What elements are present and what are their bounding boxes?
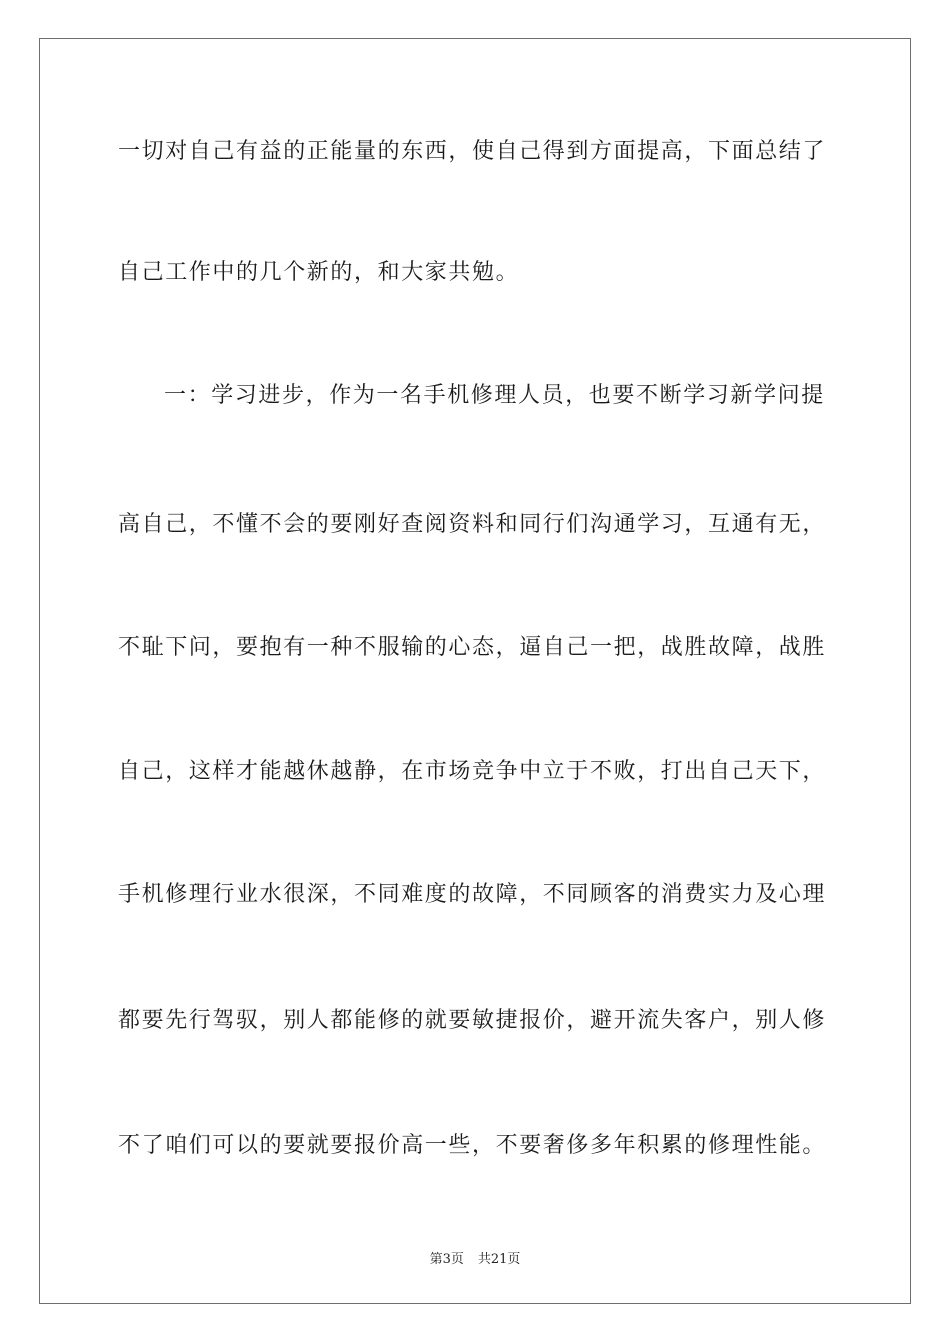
page-number: 第3页 <box>429 1252 464 1267</box>
paragraph-line-2: 自己工作中的几个新的，和大家共勉。 <box>118 260 520 285</box>
paragraph-line-9: 不了咱们可以的要就要报价高一些，不要奢侈多年积累的修理性能。 <box>118 1133 827 1158</box>
page-total: 共21页 <box>477 1252 521 1267</box>
paragraph-line-1: 一切对自己有益的正能量的东西，使自己得到方面提高，下面总结了 <box>118 139 827 164</box>
page-border <box>39 38 911 1304</box>
page-footer <box>0 1248 950 1267</box>
paragraph-line-4: 高自己，不懂不会的要刚好查阅资料和同行们沟通学习，互通有无， <box>118 512 827 537</box>
paragraph-line-5: 不耻下问，要抱有一种不服输的心态，逼自己一把，战胜故障，战胜 <box>118 635 827 660</box>
paragraph-line-3: 一：学习进步，作为一名手机修理人员，也要不断学习新学问提 <box>164 383 825 408</box>
paragraph-line-7: 手机修理行业水很深，不同难度的故障，不同顾客的消费实力及心理 <box>118 882 827 907</box>
paragraph-line-8: 都要先行驾驭，别人都能修的就要敏捷报价，避开流失客户，别人修 <box>118 1008 827 1033</box>
paragraph-line-6: 自己，这样才能越休越静，在市场竞争中立于不败，打出自己天下， <box>118 759 827 784</box>
